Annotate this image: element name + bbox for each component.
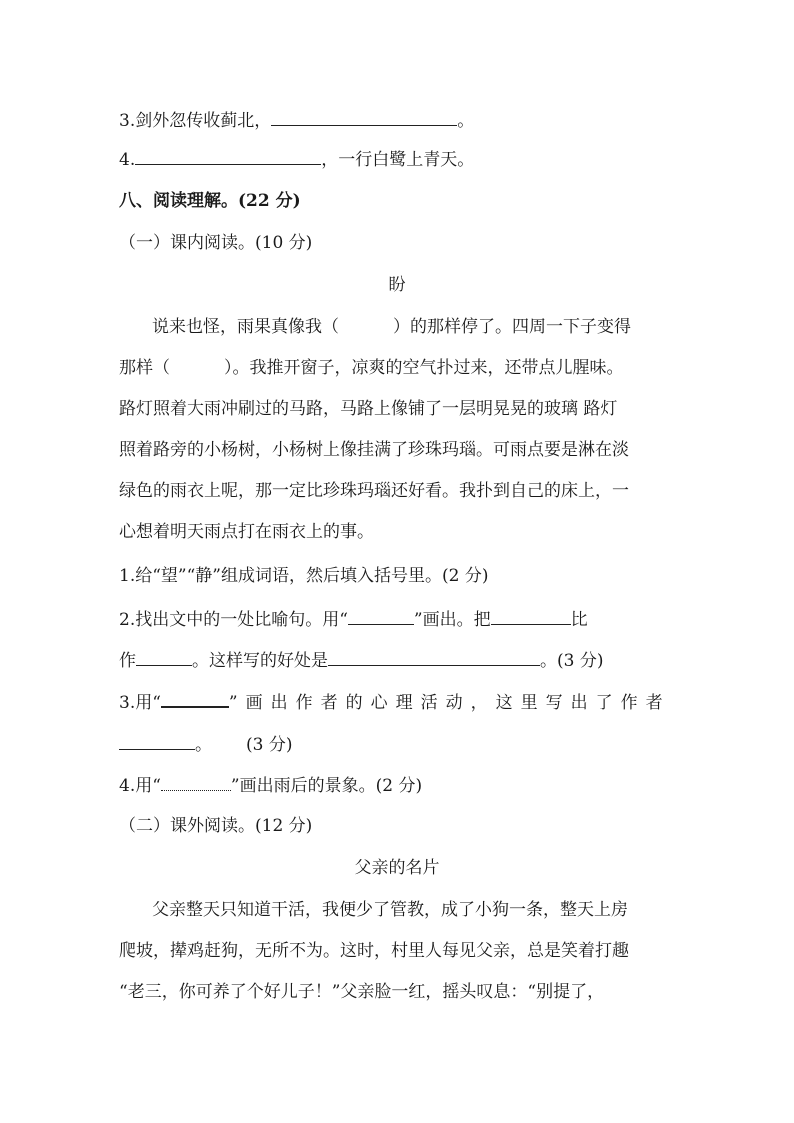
answer-blank[interactable] [119,732,195,750]
question-1: 1.给“望”“静”组成词语，然后填入括号里。(2 分) [119,566,489,586]
question-text: 。这样写的好处是 [192,651,328,671]
poem-line-3-text: 3.剑外忽传收蓟北， [119,111,272,131]
poem-line-4 [119,147,474,171]
passage2-line-2: 爬坡，撵鸡赶狗，无所不为。这时，村里人每见父亲，总是笑着打趣 [119,941,629,961]
passage-text: ）。我推开窗子，凉爽的空气扑过来，还带点儿腥味。 [224,358,624,378]
question-text: ”画出作者的心理活动，这里写出了作者 [228,693,671,713]
passage1-line-5: 绿色的雨衣上呢，那一定比珍珠玛瑙还好看。我扑到自己的床上，一 [119,481,629,501]
passage2-line-1: 父亲整天只知道干活，我便少了管教，成了小狗一条，整天上房 [152,900,628,920]
question-3-line-1 [119,690,671,714]
passage-text: ）的那样停了。四周一下子变得 [393,317,631,337]
dotted-underline-sample [161,774,231,791]
question-score: (3 分) [246,735,293,755]
passage1-line-1 [152,316,631,338]
passage1-title: 盼 [388,275,406,295]
question-text: 作 [119,651,136,671]
question-text: 。(3 分) [540,651,604,671]
answer-blank[interactable] [136,648,192,666]
question-text: 2.找出文中的一处比喻句。用“ [119,610,348,630]
answer-blank[interactable] [271,108,457,126]
question-text: 3.用“ [119,693,161,713]
passage-text: 那样（ [119,358,170,378]
answer-blank[interactable] [135,147,321,165]
poem-line-4-text: ，一行白鹭上青天。 [321,150,475,170]
poem-line-3-end: 。 [457,111,475,131]
passage1-line-6: 心想着明天雨点打在雨衣上的事。 [119,522,374,542]
question-text: ”画出雨后的景象。(2 分) [230,776,423,796]
question-text: 。 [195,735,212,755]
section-heading: 八、阅读理解。(22 分) [119,191,301,211]
question-text: 比 [570,610,588,630]
question-2-line-1 [119,607,588,631]
poem-line-3 [119,108,474,132]
passage-text: 说来也怪，雨果真像我（ [152,317,339,337]
passage1-line-3: 路灯照着大雨冲刷过的马路，马路上像铺了一层明晃晃的玻璃 路灯 [119,399,618,419]
part2-heading: （二）课外阅读。(12 分) [119,816,313,836]
question-text: 4.用“ [119,776,161,796]
question-2-line-2 [119,648,603,672]
answer-blank[interactable] [328,648,540,666]
question-4 [119,774,422,797]
passage1-line-4: 照着路旁的小杨树，小杨树上像挂满了珍珠玛瑙。可雨点要是淋在淡 [119,440,629,460]
part1-heading: （一）课内阅读。(10 分) [119,233,313,253]
answer-blank[interactable] [491,607,571,625]
underline-sample [348,607,414,625]
passage1-line-2 [119,357,624,379]
question-3-line-2 [119,732,292,756]
underline-sample [161,690,229,708]
poem-line-4-num: 4. [119,150,136,170]
passage2-title: 父亲的名片 [354,858,440,878]
question-text: ”画出。把 [413,610,491,630]
passage2-line-3: “老三，你可养了个好儿子！”父亲脸一红，摇头叹息：“别提了， [119,982,605,1002]
